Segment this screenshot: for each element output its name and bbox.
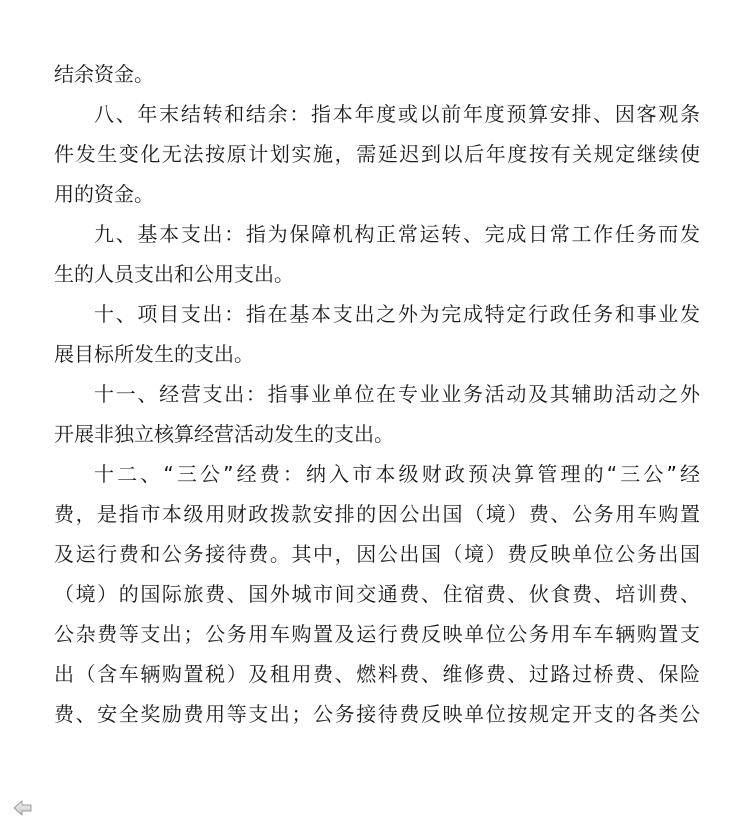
text-line-1: 结余资金。 [54,62,154,86]
text-line-17: 费、安全奖励费用等支出；公务接待费反映单位按规定开支的各类公 [54,702,700,726]
text-line-16: 出（含车辆购置税）及租用费、燃料费、维修费、过路过桥费、保险 [54,662,700,686]
text-line-13: 及运行费和公务接待费。其中，因公出国（境）费反映单位公务出国 [54,542,700,566]
text-line-4: 用的资金。 [54,182,154,206]
text-line-11: 十二、“三公”经费：纳入市本级财政预决算管理的“三公”经 [94,462,700,486]
arrow-left-icon-graphic [12,797,34,819]
arrow-left-icon[interactable] [12,797,34,819]
text-line-10: 开展非独立核算经营活动发生的支出。 [54,422,394,446]
text-line-5: 九、基本支出：指为保障机构正常运转、完成日常工作任务而发 [94,222,700,246]
text-line-14: （境）的国际旅费、国外城市间交通费、住宿费、伙食费、培训费、 [54,582,700,606]
text-line-3: 件发生变化无法按原计划实施，需延迟到以后年度按有关规定继续使 [54,142,700,166]
text-line-6: 生的人员支出和公用支出。 [54,262,294,286]
text-line-15: 公杂费等支出；公务用车购置及运行费反映单位公务用车车辆购置支 [54,622,700,646]
text-line-7: 十、项目支出：指在基本支出之外为完成特定行政任务和事业发 [94,302,700,326]
text-line-12: 费，是指市本级用财政拨款安排的因公出国（境）费、公务用车购置 [54,502,700,526]
text-line-2: 八、年末结转和结余：指本年度或以前年度预算安排、因客观条 [94,102,700,126]
text-line-9: 十一、经营支出：指事业单位在专业业务活动及其辅助活动之外 [94,382,700,406]
text-line-8: 展目标所发生的支出。 [54,342,254,366]
